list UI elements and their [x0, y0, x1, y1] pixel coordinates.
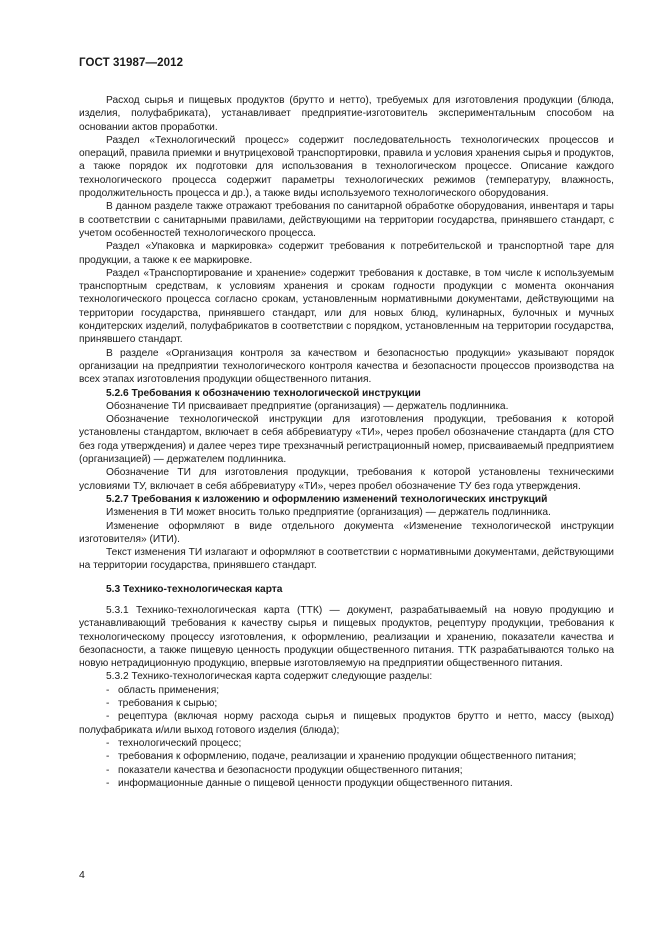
section-heading-5-2-7: 5.2.7 Требования к изложению и оформлению изменений технологических инструкций: [106, 493, 548, 505]
paragraph: В разделе «Организация контроля за качеством и безопасностью продукции» указывают порядок организации на предприятии технологического контроля качества и безопасности процессов производства на всех этапах изготовления продукции общественного питания.: [79, 347, 614, 386]
section-heading-5-3: 5.3 Технико-технологическая карта: [106, 583, 283, 595]
document-body: [79, 94, 614, 790]
list-item: - информационные данные о пищевой ценности продукции общественного питания.: [106, 777, 513, 789]
list-item: - технологический процесс;: [106, 737, 242, 749]
page-number: 4: [79, 869, 85, 881]
paragraph: Текст изменения ТИ излагают и оформляют в соответствии с нормативными документами, действующими на территории государства, принявшего стандарт.: [79, 547, 614, 572]
document-header: ГОСТ 31987—2012: [79, 57, 184, 69]
list-item: - рецептура (включая норму расхода сырья и пищевых продуктов брутто и нетто, массу (выход) полуфабриката и/или выход готового изделия (блюда);: [79, 711, 614, 736]
list-item: - область применения;: [106, 684, 220, 696]
paragraph: Раздел «Упаковка и маркировка» содержит требования к потребительской и транспортной таре для продукции, а также к ее маркировке.: [79, 241, 614, 266]
list-item: - требования к сырью;: [106, 698, 218, 710]
paragraph: Обозначение ТИ для изготовления продукции, требования к которой установлены техническими условиями ТУ, включает в себя аббревиатуру «ТИ», через пробел обозначение ТУ без года утверждения.: [79, 467, 614, 492]
paragraph: Расход сырья и пищевых продуктов (брутто и нетто), требуемых для изготовления продукции (блюда, изделия, полуфабриката), устанавливает предприятие-изготовитель экспериментальным способом на основании актов проработки.: [79, 95, 614, 133]
paragraph: 5.3.2 Технико-технологическая карта содержит следующие разделы:: [106, 671, 433, 683]
paragraph: Изменения в ТИ может вносить только предприятие (организация) — держатель подлинника.: [106, 507, 551, 519]
sections-list: [79, 684, 614, 790]
section-heading-5-2-6: 5.2.6 Требования к обозначению технологической инструкции: [106, 387, 421, 399]
paragraph: Раздел «Транспортирование и хранение» содержит требования к доставке, в том числе к используемым транспортным средствам, к условиям хранения и срокам годности продукции с момента окончания технологического процесса согласно срокам, установленным нормативными документами, действующими на территории государства, принявшего стандарт, или для новых блюд, кулинарных, булочных и мучных кондитерских изделий, полуфабрикатов в соответствии с порядком, установленным на территории государства, принявшего стандарт.: [79, 267, 614, 346]
list-item: - требования к оформлению, подаче, реализации и хранению продукции общественного питания;: [106, 751, 577, 763]
paragraph: Раздел «Технологический процесс» содержит последовательность технологических процессов и операций, правила приемки и внутрицеховой транспортировки, правила и условия хранения сырья и продуктов, а также порядок их подготовки для использования в технологическом процессе. Описание каждого технологического процесса содержит параметры технологических режимов (температуру, влажность, продолжительность процесса и др.), а также виды используемого технологического оборудования.: [79, 134, 614, 200]
paragraph: Изменение оформляют в виде отдельного документа «Изменение технологической инструкции изготовителя» (ИТИ).: [79, 520, 614, 545]
paragraph: 5.3.1 Технико-технологическая карта (ТТК) — документ, разрабатываемый на новую продукцию и устанавливающий требования к качеству сырья и пищевых продуктов, рецептуру продукции, требования к технологическому процессу изготовления, к оформлению, реализации и хранению, показатели качества и безопасности, а также пищевую ценность продукции общественного питания. ТТК разрабатываются только на новую нетрадиционную продукцию, впервые изготовляемую на предприятии общественного питания.: [79, 604, 614, 670]
list-item: - показатели качества и безопасности продукции общественного питания;: [106, 764, 463, 776]
paragraph: В данном разделе также отражают требования по санитарной обработке оборудования, инвентаря и тары в соответствии с санитарными правилами, действующими на территории государства, принявшего стандарт, с учетом особенностей технологического процесса.: [79, 201, 614, 239]
paragraph: Обозначение ТИ присваивает предприятие (организация) — держатель подлинника.: [106, 400, 509, 412]
paragraph: Обозначение технологической инструкции для изготовления продукции, требования к которой установлены стандартом, включает в себя аббревиатуру «ТИ», через пробел обозначение стандарта (для СТО без года утверждения) и далее через тире трехзначный регистрационный номер, присваиваемый предприятием (организацией) — держателем подлинника.: [79, 414, 615, 466]
